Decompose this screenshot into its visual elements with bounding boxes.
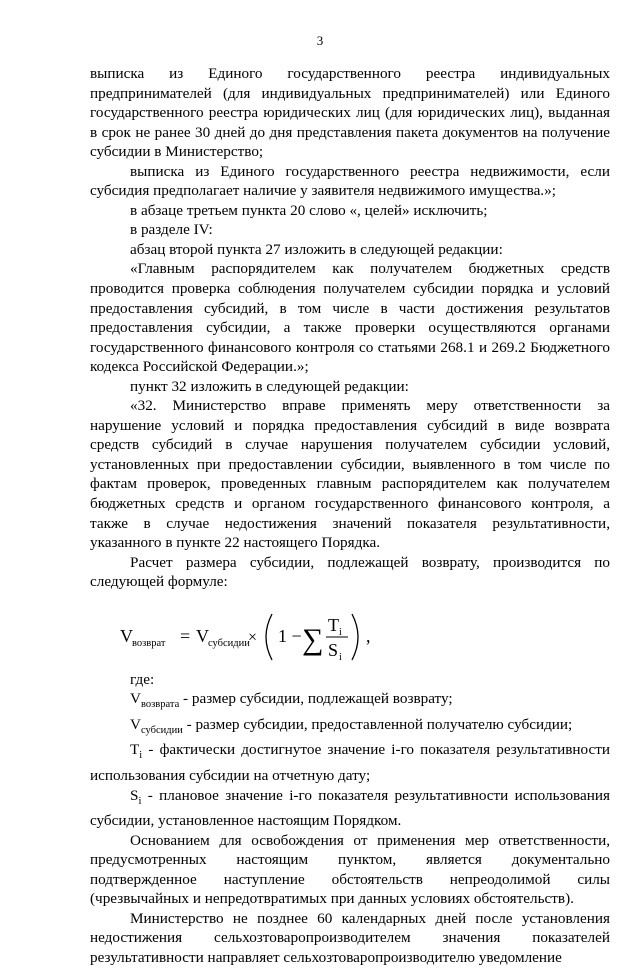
definition-text: - размер субсидии, подлежащей возврату;: [179, 690, 453, 708]
formula-sigma: ∑: [302, 622, 324, 656]
definition-v-refund: [90, 689, 610, 715]
document-body: [90, 64, 610, 968]
definition-text: - фактически достигнутое значение i-го показателя результативности использования субсидии на отчетную дату;: [90, 741, 610, 785]
formula-one-minus: 1 −: [278, 625, 302, 646]
paragraph-item-20: в абзаце третьем пункта 20 слово «, целей» исключить;: [130, 201, 488, 219]
paragraph-ministry-notice: Министерство не позднее 60 календарных дней после установления недостижения сельхозтоваропроизводителем значения показателей результативности направляет сельхозтоваропроизводителю уведомление: [90, 909, 610, 966]
paragraph-force-majeure: Основанием для освобождения от применения мер ответственности, предусмотренных настоящим пунктом, является документально подтвержденное наступление обстоятельств непреодолимой силы (чрезвычайных и непредотвратимых при данных условиях обстоятельств).: [90, 831, 610, 908]
formula-rhs-v: V: [196, 625, 209, 646]
formula-where-label: где:: [130, 670, 155, 688]
definition-symbol: V: [130, 690, 141, 708]
formula-denominator-sub: i: [339, 651, 342, 663]
formula-times: ×: [248, 628, 258, 646]
formula-equals: =: [180, 625, 191, 646]
refund-formula: [90, 592, 610, 670]
definition-subscript: i: [139, 750, 143, 762]
definition-symbol: S: [130, 786, 139, 804]
formula-left-paren: [266, 614, 272, 660]
paragraph-extract-real-estate: выписка из Единого государственного реестра недвижимости, если субсидия предполагает наличие у заявителя недвижимого имущества.»;: [90, 162, 610, 200]
formula-denominator: S: [328, 639, 339, 660]
page-number: 3: [316, 33, 324, 48]
formula-numerator: T: [328, 614, 339, 635]
definition-t-i: [90, 740, 610, 785]
paragraph-item-27-text: «Главным распорядителем как получателем бюджетных средств проводится проверка соблюдения получателем субсидии порядка и условий предоставления субсидий, в том числе в части достижения результатов предоставления субсидии, а также проверки осуществляются органами государственного финансового контроля со статьями 268.1 и 269.2 Бюджетного кодекса Российской Федерации.»;: [90, 260, 610, 376]
paragraph-item-32-text: «32. Министерство вправе применять меру ответственности за нарушение условий и порядка предоставления субсидий в виде возврата средств субсидий в случае нарушения получателем субсидии условий, установленных при предоставлении субсидии, выявленного в том числе по фактам проверок, проведенных главным распорядителем как получателем бюджетных средств и органом государственного финансового контроля, а также в случае недостижения значений показателя результативности, указанного в пункте 22 настоящего Порядка.: [90, 397, 610, 552]
definition-subscript: i: [138, 795, 142, 807]
definition-symbol: T: [130, 741, 140, 759]
paragraph-item-32-intro: пункт 32 изложить в следующей редакции:: [130, 377, 409, 395]
definition-s-i: [90, 786, 610, 831]
paragraph-item-27-intro: абзац второй пункта 27 изложить в следующей редакции:: [130, 240, 503, 258]
definition-subscript: субсидии: [140, 724, 183, 736]
definition-text: - размер субсидии, предоставленной получателю субсидии;: [182, 715, 573, 733]
formula-svg: [90, 592, 410, 670]
definition-symbol: V: [130, 715, 141, 733]
paragraph-formula-intro: Расчет размера субсидии, подлежащей возврату, производится по следующей формуле:: [90, 553, 610, 591]
definition-v-subsidy: [90, 715, 610, 741]
formula-rhs-sub: субсидии: [208, 637, 250, 649]
formula-lhs-sub: возврат: [132, 637, 166, 649]
definition-subscript: возврата: [140, 699, 180, 711]
formula-lhs-v: V: [120, 625, 133, 646]
formula-trailing-comma: ,: [366, 625, 371, 646]
paragraph-extract-legal-entities: выписка из Единого государственного реестра индивидуальных предпринимателей (для индивидуальных предпринимателей) или Единого государственного реестра юридических лиц (для юридических лиц), выданная в срок не ранее 30 дней до дня представления пакета документов на получение субсидии в Министерство;: [90, 65, 610, 161]
paragraph-section-iv: в разделе IV:: [130, 221, 213, 239]
formula-numerator-sub: i: [339, 626, 342, 638]
definition-text: - плановое значение i-го показателя результативности использования субсидии, установленное настоящим Порядком.: [90, 786, 610, 830]
formula-right-paren: [352, 614, 358, 660]
